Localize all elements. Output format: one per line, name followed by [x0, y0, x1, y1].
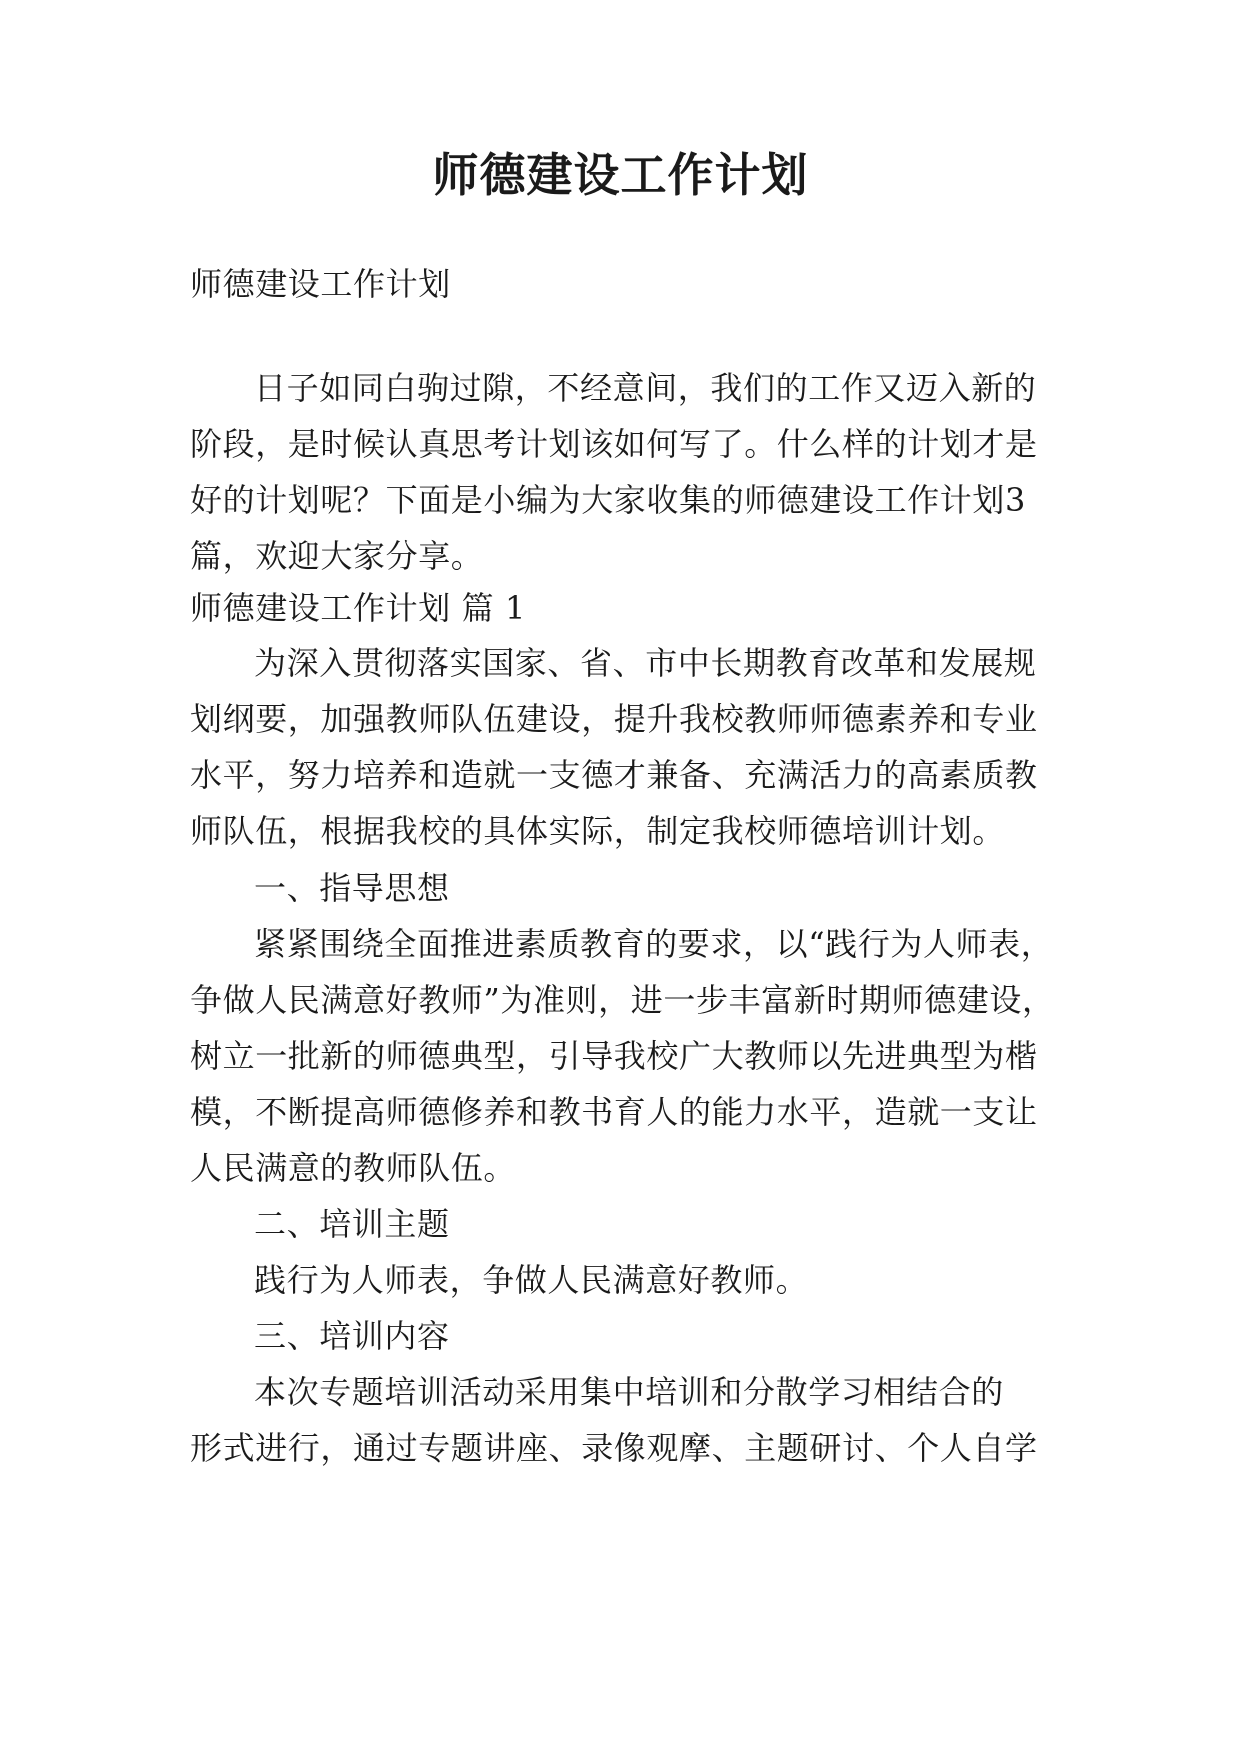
body-line: 水平，努力培养和造就一支德才兼备、充满活力的高素质教	[190, 756, 1038, 794]
section-heading: 师德建设工作计划 篇 1	[190, 589, 526, 627]
body-line: 为深入贯彻落实国家、省、市中长期教育改革和发展规	[254, 644, 1037, 682]
body-line: 争做人民满意好教师”为准则，进一步丰富新时期师德建设，	[190, 981, 1055, 1019]
body-line: 篇，欢迎大家分享。	[190, 537, 484, 575]
body-line: 树立一批新的师德典型，引导我校广大教师以先进典型为楷	[190, 1037, 1038, 1075]
section-heading: 一、指导思想	[254, 869, 450, 907]
body-line: 本次专题培训活动采用集中培训和分散学习相结合的	[254, 1373, 1004, 1411]
section-heading: 三、培训内容	[254, 1317, 450, 1355]
body-line: 模，不断提高师德修养和教书育人的能力水平，造就一支让	[190, 1093, 1038, 1131]
subtitle-line: 师德建设工作计划	[190, 265, 451, 303]
body-line: 紧紧围绕全面推进素质教育的要求，以“践行为人师表，	[254, 925, 1054, 963]
body-line: 好的计划呢？下面是小编为大家收集的师德建设工作计划3	[190, 481, 1026, 519]
body-line: 形式进行，通过专题讲座、录像观摩、主题研讨、个人自学	[190, 1429, 1038, 1467]
body-line: 阶段，是时候认真思考计划该如何写了。什么样的计划才是	[190, 425, 1038, 463]
document-title: 师德建设工作计划	[432, 148, 809, 202]
body-line: 划纲要，加强教师队伍建设，提升我校教师师德素养和专业	[190, 700, 1038, 738]
section-heading: 二、培训主题	[254, 1205, 450, 1243]
body-line: 师队伍，根据我校的具体实际，制定我校师德培训计划。	[190, 812, 1006, 850]
body-line: 人民满意的教师队伍。	[190, 1149, 517, 1187]
body-line: 践行为人师表，争做人民满意好教师。	[254, 1261, 809, 1299]
body-line: 日子如同白驹过隙，不经意间，我们的工作又迈入新的	[254, 369, 1037, 407]
